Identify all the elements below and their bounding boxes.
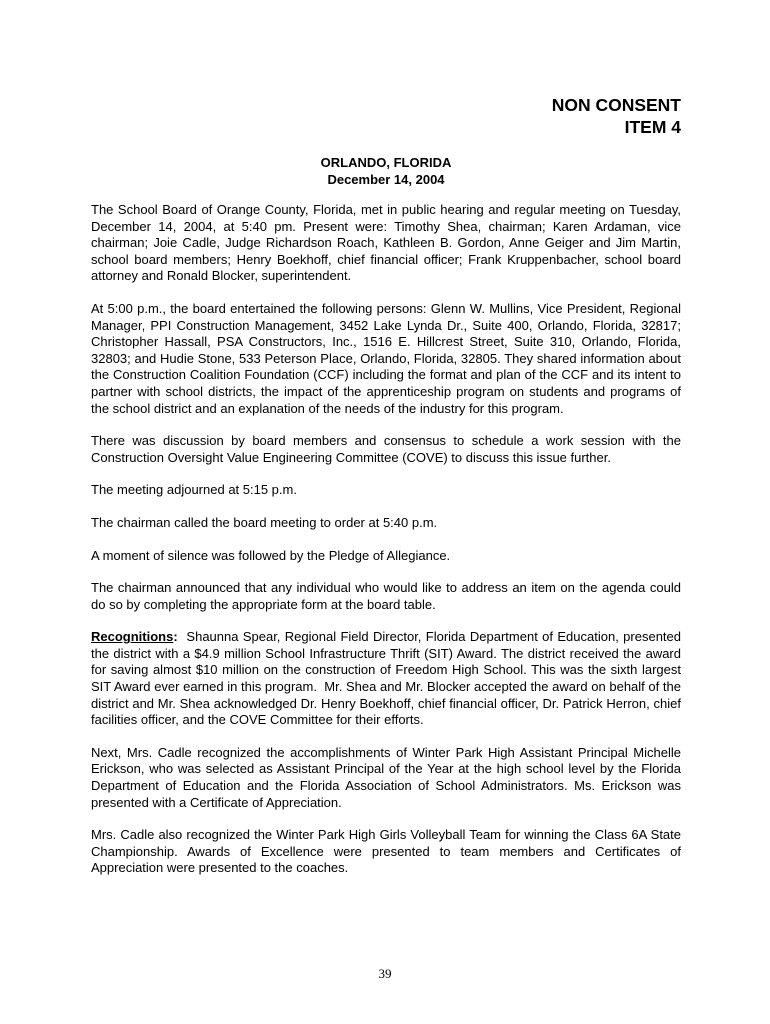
paragraph-erickson: Next, Mrs. Cadle recognized the accomplishments of Winter Park High Assistant Principal Michelle Erickson, who was selected as Assistant Principal of the Year at the high school level by the Florida Department of Education and the Florida Association of School Administrators. Ms. Erickson was presented with a Certificate of Appreciation. <box>91 744 681 810</box>
paragraph-attendance: The School Board of Orange County, Florida, met in public hearing and regular meeting on Tuesday, December 14, 2004, at 5:40 pm. Present were: Timothy Shea, chairman; Karen Ardaman, vice chairman; Joie Cadle, Judge Richardson Roach, Kathleen B. Gordon, Anne Geiger and Jim Martin, school board members; Henry Boekhoff, chief financial officer; Frank Kruppenbacher, school board attorney and Ronald Blocker, superintendent. <box>91 202 681 284</box>
paragraph-agenda-address: The chairman announced that any individual who would like to address an item on the agenda could do so by completing the appropriate form at the board table. <box>91 580 681 612</box>
recognitions-colon: : <box>173 629 178 645</box>
title-line-1: NON CONSENT <box>551 95 681 115</box>
meeting-header <box>91 154 681 188</box>
recognitions-text: Shaunna Spear, Regional Field Director, Florida Department of Education, presented the district with a $4.9 million School Infrastructure Thrift (SIT) Award. The district received the award for saving almost $10 million on the construction of Freedom High School. This was the sixth largest SIT Award ever earned in this program. Mr. Shea and Mr. Blocker accepted the award on behalf of the district and Mr. Shea acknowledged Dr. Henry Boekhoff, chief financial officer, Dr. Patrick Herron, chief facilities officer, and the COVE Committee for their efforts. <box>91 629 685 728</box>
page-number: 39 <box>378 966 392 981</box>
meeting-location: ORLANDO, FLORIDA <box>320 155 452 170</box>
document-page <box>91 94 685 893</box>
item-title <box>91 94 681 138</box>
paragraph-pledge: A moment of silence was followed by the Pledge of Allegiance. <box>91 547 451 563</box>
paragraph-recognitions <box>91 629 685 729</box>
paragraph-public-hearing: At 5:00 p.m., the board entertained the following persons: Glenn W. Mullins, Vice President, Regional Manager, PPI Construction Management, 3452 Lake Lynda Dr., Suite 400, Orlando, Florida, 32817; Christopher Hassall, PSA Constructors, Inc., 1516 E. Hillcrest Street, Suite 310, Orlando, Florida, 32803; and Hudie Stone, 533 Peterson Place, Orlando, Florida, 32805. They shared information about the Construction Coalition Foundation (CCF) including the format and plan of the CCF and its intent to partner with school districts, the impact of the apprenticeship program on students and programs of the school district and an explanation of the needs of the industry for this program. <box>91 300 681 416</box>
meeting-date: December 14, 2004 <box>327 172 445 187</box>
recognitions-label: Recognitions <box>91 629 174 645</box>
paragraph-adjourned: The meeting adjourned at 5:15 p.m. <box>91 482 297 498</box>
paragraph-volleyball: Mrs. Cadle also recognized the Winter Park High Girls Volleyball Team for winning the Class 6A State Championship. Awards of Excellence were presented to team members and Certificates of Appreciation were presented to the coaches. <box>91 827 681 876</box>
paragraph-call-to-order: The chairman called the board meeting to order at 5:40 p.m. <box>91 514 438 530</box>
paragraph-discussion: There was discussion by board members and consensus to schedule a work session with the Construction Oversight Value Engineering Committee (COVE) to discuss this issue further. <box>91 433 681 465</box>
title-line-2: ITEM 4 <box>624 117 681 137</box>
